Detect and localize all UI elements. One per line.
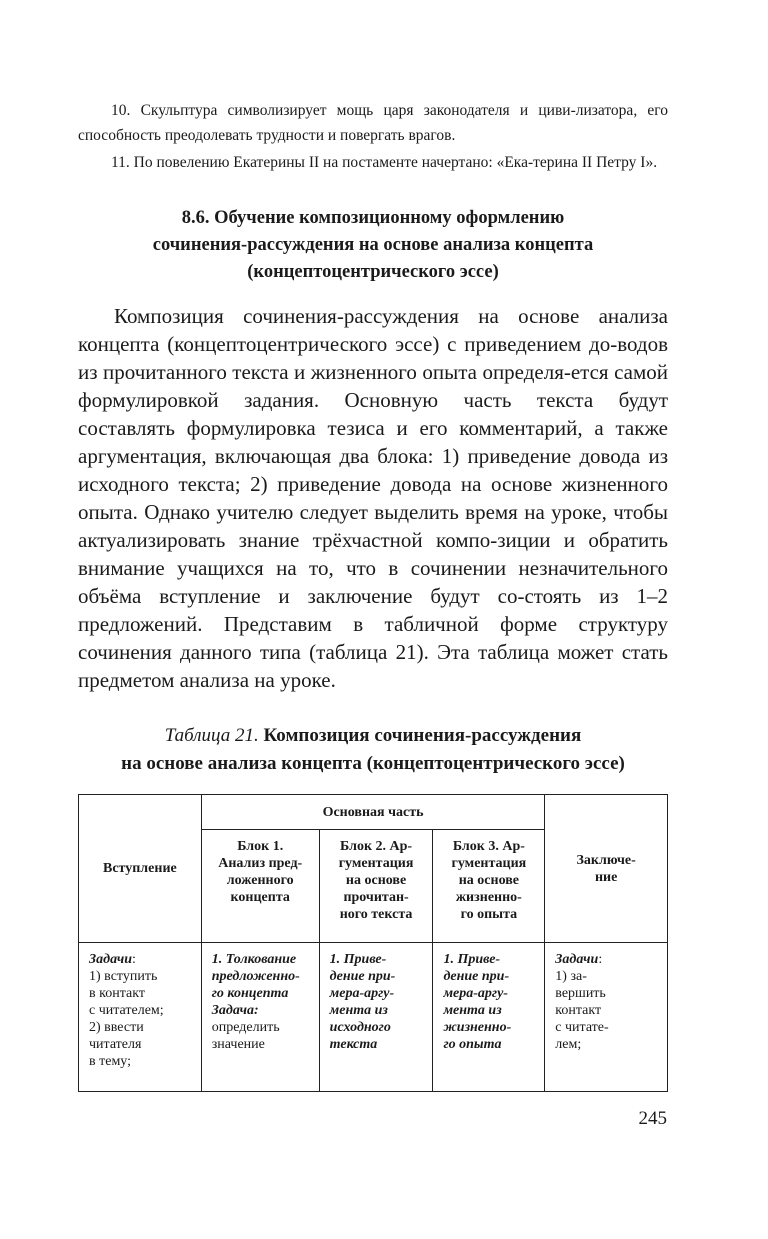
header-block-1-line: Анализ пред- — [218, 856, 303, 871]
cell-block-1-line: определить — [211, 1020, 280, 1035]
cell-block-3-bold: 1. Приве- — [443, 952, 501, 967]
cell-conclusion-line: с читате- — [555, 1020, 609, 1035]
cell-block-2-bold: текста — [329, 1037, 378, 1052]
cell-conclusion-line: лем; — [555, 1037, 582, 1052]
cell-block-2-bold: мера-аргу- — [329, 986, 395, 1001]
header-block-1-line: ложенного — [226, 873, 294, 888]
header-main-label: Основная часть — [322, 804, 424, 820]
header-conclusion-line: ние — [594, 869, 618, 885]
cell-block-3-bold: го опыта — [443, 1037, 502, 1052]
header-intro — [79, 795, 202, 943]
cell-intro-line: 1) вступить — [89, 969, 158, 984]
cell-intro-line: с читателем; — [89, 1003, 164, 1018]
cell-intro-line: в тему; — [89, 1054, 132, 1069]
cell-intro — [79, 943, 202, 1092]
table-caption — [78, 722, 668, 778]
section-title — [78, 205, 668, 286]
table-caption-label: Таблица 21. — [164, 725, 259, 746]
cell-block-2-bold: мента из — [329, 1003, 388, 1018]
cell-block-1-bold: 1. Толкование — [211, 952, 297, 967]
cell-block-3-bold: мера-аргу- — [443, 986, 508, 1001]
cell-conclusion-line: 1) за- — [555, 969, 587, 984]
cell-block-3-bold: жизненно- — [443, 1020, 512, 1035]
header-block-3-line: Блок 3. Ар- — [452, 839, 525, 854]
cell-block-1-line: значение — [211, 1037, 265, 1052]
page-number: 245 — [638, 1108, 667, 1129]
header-block-2-line: на основе — [345, 873, 407, 888]
cell-block-2-bold: 1. Приве- — [329, 952, 387, 967]
page-content — [78, 98, 668, 1092]
header-block-1 — [201, 830, 319, 943]
header-block-2-line: гументация — [338, 856, 414, 871]
cell-intro-line: 2) ввести — [89, 1020, 144, 1035]
cell-conclusion-colon: : — [598, 952, 603, 967]
table-row — [79, 943, 668, 1092]
cell-block-2-bold: исходного — [329, 1020, 391, 1035]
cell-block-1-bold: Задача: — [211, 1003, 259, 1018]
table-caption-title-1: Композиция сочинения-рассуждения — [263, 725, 582, 746]
header-block-2-line: Блок 2. Ар- — [340, 839, 413, 854]
composition-table — [78, 794, 668, 1092]
cell-block-2 — [319, 943, 433, 1092]
cell-conclusion-line: вершить — [555, 986, 606, 1001]
cell-block-3-bold: мента из — [443, 1003, 502, 1018]
cell-conclusion-label: Задачи — [555, 952, 599, 967]
cell-conclusion — [545, 943, 668, 1092]
cell-intro-line: в контакт — [89, 986, 145, 1001]
header-block-3-line: го опыта — [460, 907, 518, 922]
cell-intro-colon: : — [132, 952, 136, 967]
table-header-row-1 — [79, 795, 668, 830]
header-block-2 — [319, 830, 433, 943]
cell-intro-line: читателя — [89, 1037, 142, 1052]
cell-block-3-bold: дение при- — [443, 969, 510, 984]
header-block-1-line: Блок 1. — [237, 839, 284, 854]
body-paragraph: Композиция сочинения-рассуждения на основе анализа концепта (концептоцентрического эссе) с приведением до-водов из прочитанного текста и жизненного опыта определя-ется самой формулировкой задания. Основную часть текста будут составлять формулировка тезиса и его комментарий, а также аргументация, включающая два блока: 1) приведение довода из исходного текста; 2) приведение довода на основе жизненного опыта. Однако учителю следует выделить время на уроке, чтобы актуализировать знание трёхчастной компо-зиции и обратить внимание учащихся на то, что в сочинении незначительного объёма вступление и заключение будут со-стоять из 1–2 предложений. Представим в табличной форме структуру сочинения данного типа (таблица 21). Эта таблица может стать предметом анализа на уроке. — [78, 304, 668, 692]
cell-intro-label: Задачи — [89, 952, 133, 967]
header-block-3-line: жизненно- — [455, 890, 522, 905]
header-block-1-line: концепта — [230, 890, 290, 905]
header-conclusion-line: Заключе- — [576, 852, 636, 868]
footnote-10: 10. Скульптура символизирует мощь царя законодателя и циви-лизатора, его способность преодолевать трудности и повергать врагов. — [78, 102, 668, 144]
header-block-3-line: на основе — [458, 873, 520, 888]
header-conclusion — [545, 795, 668, 943]
table-caption-title-2: на основе анализа концепта (концептоцентрического эссе) — [121, 753, 625, 774]
header-block-3 — [433, 830, 545, 943]
cell-block-1 — [201, 943, 319, 1092]
cell-block-2-bold: дение при- — [329, 969, 396, 984]
footnote-11: 11. По повелению Екатерины II на постаменте начертано: «Ека-терина II Петру I». — [111, 154, 658, 171]
section-title-line-1: 8.6. Обучение композиционному оформлению — [181, 208, 565, 228]
cell-block-3 — [433, 943, 545, 1092]
header-block-3-line: гументация — [451, 856, 527, 871]
cell-block-1-bold: предложенно- — [211, 969, 300, 984]
cell-conclusion-line: контакт — [555, 1003, 602, 1018]
section-title-line-3: (концептоцентрического эссе) — [247, 262, 499, 282]
section-title-line-2: сочинения-рассуждения на основе анализа концепта — [152, 235, 594, 255]
header-block-2-line: ного текста — [339, 907, 413, 922]
cell-block-1-bold: го концепта — [211, 986, 289, 1001]
header-block-2-line: прочитан- — [343, 890, 409, 905]
header-main — [201, 795, 545, 830]
header-intro-label: Вступление — [103, 861, 177, 876]
